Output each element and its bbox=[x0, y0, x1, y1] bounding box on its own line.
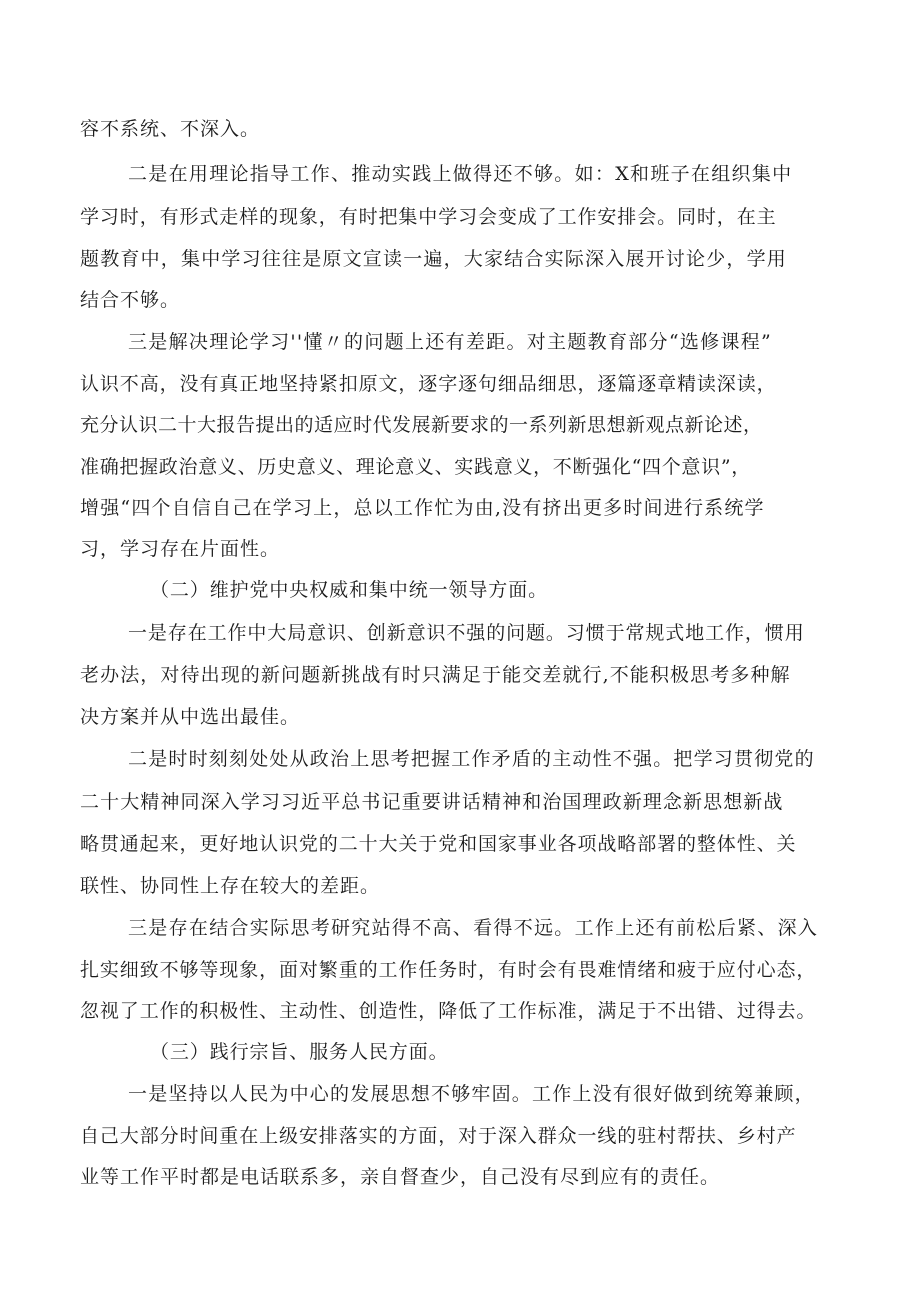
text-line: 学习时，有形式走样的现象，有时把集中学习会变成了工作安排会。同时，在主 bbox=[80, 206, 777, 228]
text-line: 容不系统、不深入。 bbox=[80, 118, 261, 140]
text-line: 二是时时刻刻处处从政治上思考把握工作矛盾的主动性不强。把学习贯彻党的 bbox=[128, 748, 815, 770]
text-line: 老办法，对待出现的新问题新挑战有时只满足于能交差就行,不能积极思考多种解 bbox=[80, 664, 791, 686]
text-line: 自己大部分时间重在上级安排落实的方面，对于深入群众一线的驻村帮扶、乡村产 bbox=[80, 1125, 797, 1147]
text-line: 三是存在结合实际思考研究站得不高、看得不远。工作上还有前松后紧、深入 bbox=[128, 917, 819, 939]
text-line: 业等工作平时都是电话联系多，亲自督查少，自己没有尽到应有的责任。 bbox=[80, 1166, 721, 1188]
text-line: 准确把握政治意义、历史意义、理论意义、实践意义，不断强化“四个意识”， bbox=[80, 456, 751, 478]
text-line: 忽视了工作的积极性、主动性、创造性，降低了工作标准，满足于不出错、过得去。 bbox=[80, 1000, 817, 1022]
text-line: 联性、协同性上存在较大的差距。 bbox=[80, 875, 381, 897]
text-line: 增强“四个自信自己在学习上，总以工作忙为由,没有挤出更多时间进行系统学 bbox=[80, 497, 765, 519]
text-line: 充分认识二十大报告提出的适应时代发展新要求的一系列新思想新观点新论述， bbox=[80, 414, 763, 436]
text-line: 二十大精神同深入学习习近平总书记重要讲话精神和治国理政新理念新思想新战 bbox=[80, 791, 784, 813]
text-line: 习，学习存在片面性。 bbox=[80, 538, 281, 560]
text-line: 认识不高，没有真正地坚持紧扣原文，逐字逐句细品细思，逐篇逐章精读深读， bbox=[80, 373, 777, 395]
text-line: 略贯通起来，更好地认识党的二十大关于党和国家事业各项战略部署的整体性、关 bbox=[80, 833, 797, 855]
section-heading: （三）践行宗旨、服务人民方面。 bbox=[150, 1041, 449, 1063]
text-line: 结合不够。 bbox=[80, 289, 181, 311]
text-line: 二是在用理论指导工作、推动实践上做得还不够。如：X和班子在组织集中 bbox=[128, 163, 793, 185]
section-heading: （二）维护党中央权威和集中统一领导方面。 bbox=[150, 579, 549, 601]
text-line: 题教育中，集中学习往往是原文宣读一遍，大家结合实际深入展开讨论少，学用 bbox=[80, 248, 788, 270]
text-line: 扎实细致不够等现象，面对繁重的工作任务时，有时会有畏难情绪和疲于应付心态， bbox=[80, 959, 817, 981]
text-line: 决方案并从中选出最佳。 bbox=[80, 706, 301, 728]
text-line: 一是存在工作中大局意识、创新意识不强的问题。习惯于常规式地工作，惯用 bbox=[128, 622, 805, 644]
text-line: 一是坚持以人民为中心的发展思想不够牢固。工作上没有很好做到统筹兼顾， bbox=[128, 1083, 815, 1105]
text-line: 三是解决理论学习''懂〃的问题上还有差距。对主题教育部分“选修课程” bbox=[128, 331, 773, 353]
